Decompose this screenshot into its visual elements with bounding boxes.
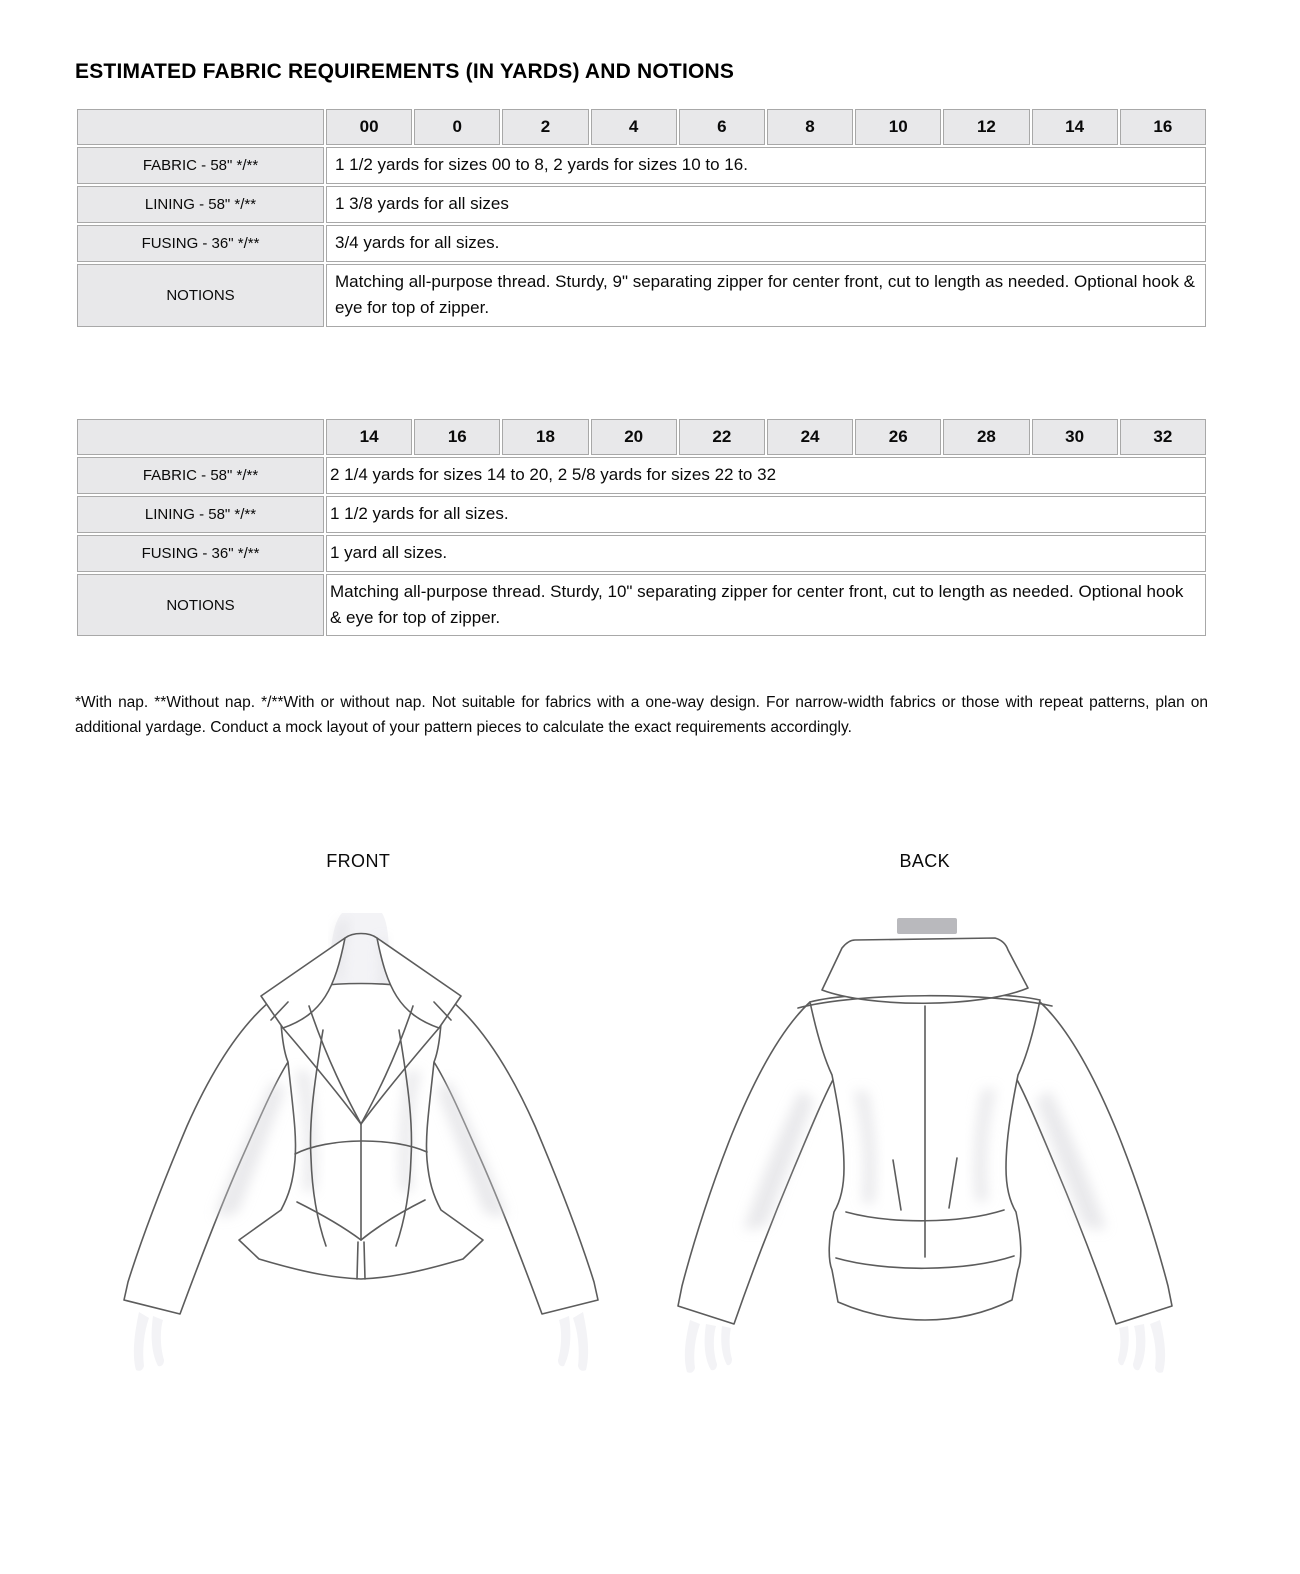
corner-cell — [77, 109, 324, 145]
mannequin-neck-tab — [897, 918, 957, 934]
back-view-figure — [642, 851, 1209, 1380]
table-row-lining — [77, 186, 1206, 223]
table-row-notions — [77, 264, 1206, 327]
size-col-header: 20 — [591, 419, 677, 455]
size-col-header: 32 — [1120, 419, 1206, 455]
corner-cell — [77, 419, 324, 455]
row-label: FUSING - 36" */** — [77, 225, 324, 262]
garment-views — [75, 851, 1208, 1380]
row-label: NOTIONS — [77, 574, 324, 637]
size-col-header: 22 — [679, 419, 765, 455]
row-value: 1 yard all sizes. — [326, 535, 1206, 572]
front-left-mannequin-hand — [134, 1312, 164, 1371]
size-col-header: 26 — [855, 419, 941, 455]
size-col-header: 14 — [1032, 109, 1118, 145]
size-col-header: 10 — [855, 109, 941, 145]
back-view-label: BACK — [899, 850, 951, 871]
size-col-header: 14 — [326, 419, 412, 455]
row-value: 1 1/2 yards for all sizes. — [326, 496, 1206, 533]
size-col-header: 18 — [502, 419, 588, 455]
row-label: LINING - 58" */** — [77, 496, 324, 533]
page-title: ESTIMATED FABRIC REQUIREMENTS (IN YARDS) AND NOTIONS — [75, 60, 735, 83]
size-col-header: 4 — [591, 109, 677, 145]
row-value: 2 1/4 yards for sizes 14 to 20, 2 5/8 yards for sizes 22 to 32 — [326, 457, 1206, 494]
size-col-header: 24 — [767, 419, 853, 455]
front-right-sleeve — [432, 994, 598, 1314]
size-col-header: 8 — [767, 109, 853, 145]
size-col-header: 16 — [414, 419, 500, 455]
row-label: FABRIC - 58" */** — [77, 147, 324, 184]
back-right-sleeve — [1014, 1002, 1172, 1324]
size-col-header: 6 — [679, 109, 765, 145]
size-col-header: 30 — [1032, 419, 1118, 455]
size-col-header: 16 — [1120, 109, 1206, 145]
size-col-header: 2 — [502, 109, 588, 145]
front-jacket-drawing — [83, 910, 633, 1375]
table-row-lining — [77, 496, 1206, 533]
size-header-row — [77, 109, 1206, 145]
size-col-header: 12 — [943, 109, 1029, 145]
row-label: NOTIONS — [77, 264, 324, 327]
back-left-mannequin-hand — [685, 1320, 732, 1373]
size-col-header: 00 — [326, 109, 412, 145]
front-view-label: FRONT — [326, 850, 391, 871]
front-right-mannequin-hand — [558, 1312, 588, 1371]
size-col-header: 0 — [414, 109, 500, 145]
table-row-notions — [77, 574, 1206, 637]
row-value: Matching all-purpose thread. Sturdy, 9" separating zipper for center front, cut to length as needed. Optional hook & eye for top of zipper. — [326, 264, 1206, 327]
front-view-figure — [75, 851, 642, 1380]
row-label: LINING - 58" */** — [77, 186, 324, 223]
table-row-fusing — [77, 225, 1206, 262]
row-value: 3/4 yards for all sizes. — [326, 225, 1206, 262]
back-left-sleeve — [678, 1002, 836, 1324]
table-row-fusing — [77, 535, 1206, 572]
fabric-requirements-table-sizes-00-16 — [75, 107, 1208, 329]
row-label: FABRIC - 58" */** — [77, 457, 324, 494]
row-value: Matching all-purpose thread. Sturdy, 10" separating zipper for center front, cut to length as needed. Optional hook & eye for top of zipper. — [326, 574, 1206, 637]
row-value: 1 1/2 yards for sizes 00 to 8, 2 yards for sizes 10 to 16. — [326, 147, 1206, 184]
front-left-sleeve — [124, 994, 290, 1314]
back-right-mannequin-hand — [1118, 1320, 1165, 1373]
fabric-requirements-table-sizes-14-32 — [75, 417, 1208, 639]
row-label: FUSING - 36" */** — [77, 535, 324, 572]
size-col-header: 28 — [943, 419, 1029, 455]
size-header-row — [77, 419, 1206, 455]
back-jacket-drawing — [650, 910, 1200, 1375]
table-row-fabric — [77, 457, 1206, 494]
table-row-fabric — [77, 147, 1206, 184]
nap-footnote: *With nap. **Without nap. */**With or without nap. Not suitable for fabrics with a one-way design. For narrow-width fabrics or those with repeat patterns, plan on additional yardage. Conduct a mock layout of your pattern pieces to calculate the exact requirements accordingly. — [75, 694, 1208, 737]
row-value: 1 3/8 yards for all sizes — [326, 186, 1206, 223]
